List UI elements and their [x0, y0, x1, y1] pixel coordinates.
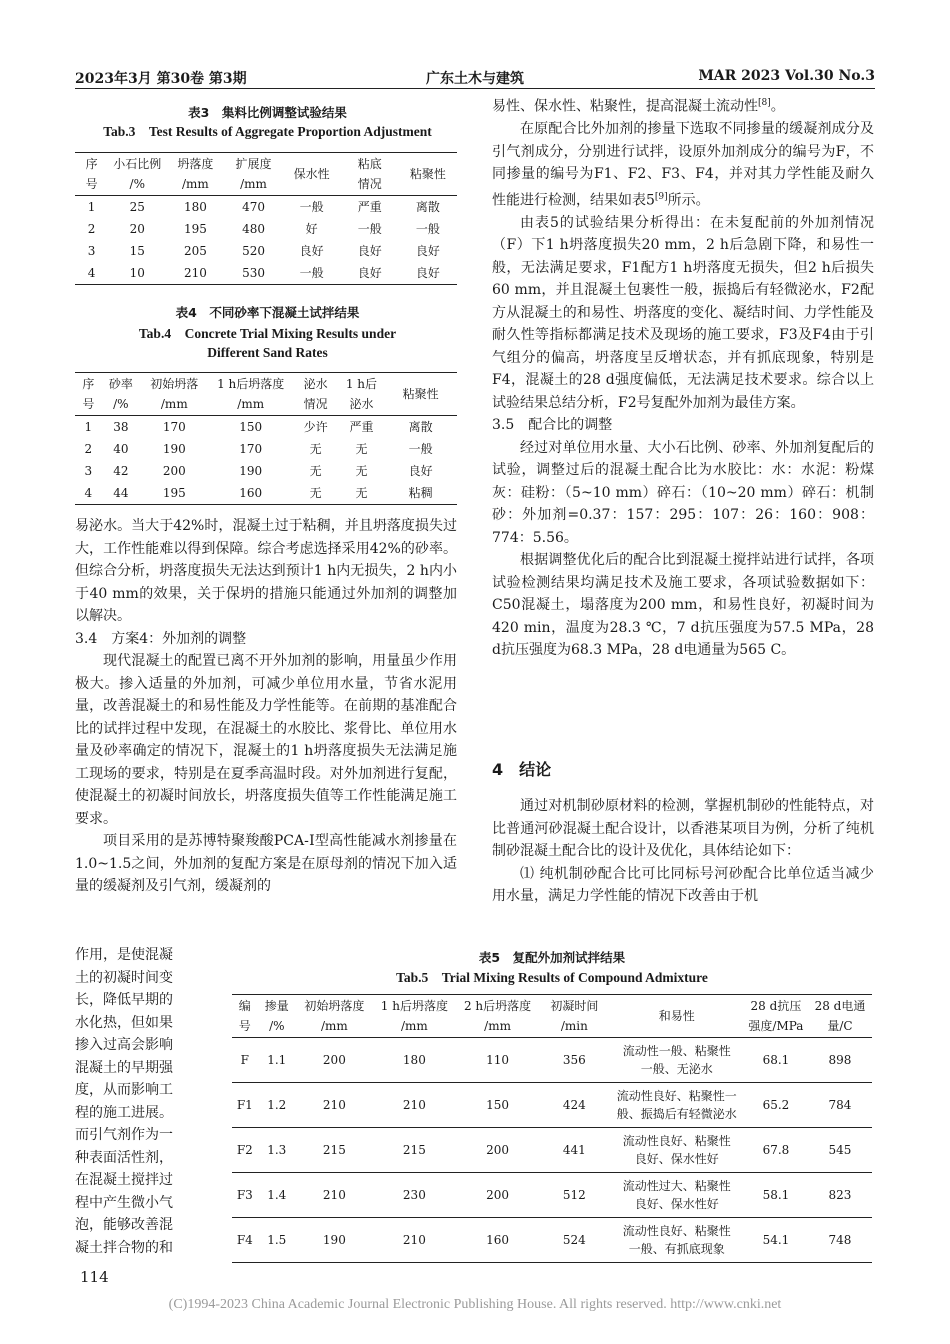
- table5-header-cell: 和易性: [610, 995, 744, 1038]
- left-column-body: [75, 515, 457, 898]
- table5-header-cell: 1 h后坍落度 /mm: [373, 995, 456, 1038]
- table5-header-row: [232, 995, 872, 1038]
- table4-header-cell: 初始坍落 /mm: [140, 373, 209, 416]
- table4-header-cell: 1 h后 泌水: [339, 373, 385, 416]
- table3-header-cell: 序 号: [75, 153, 108, 196]
- paragraph: ⑴ 纯机制砂配合比可比同标号河砂配合比单位适当减少用水量，满足力学性能的情况下改善由于机: [492, 865, 874, 904]
- table5-header-cell: 掺量 /%: [258, 995, 296, 1038]
- table-row: F3 1.4 210 230 200 512 流动性过大、粘聚性 良好、保水性好 58.1 823: [232, 1173, 872, 1218]
- paragraph: 经过对单位用水量、大小石比例、砂率、外加剂复配后的试验，调整过后的混凝土配合比为水胶比：水：水泥：粉煤灰：硅粉：（5~10 mm）碎石：（10~20 mm）碎石：机制砂：外加剂=0.37：157：295：107：26：160：908：774：5.56。: [492, 439, 874, 546]
- header-rule: [75, 88, 875, 89]
- wrap-line: 掺入过高会影响: [75, 1037, 173, 1053]
- table4-caption-en-line1: Tab.4 Concrete Trial Mixing Results under: [138, 326, 397, 341]
- narrow-wrap-column: [75, 944, 225, 1259]
- table5-header-cell: 编 号: [232, 995, 258, 1038]
- table-row: F 1.1 200 180 110 356 流动性一般、粘聚性 一般、无泌水 68.1 898: [232, 1038, 872, 1083]
- table-row: 4 10 210 530 一般 良好 良好: [87, 266, 440, 280]
- citation: [8]: [758, 98, 771, 108]
- table-row: 3 42 200 190 无 无 良好: [84, 464, 433, 478]
- wrap-line: 泡，能够改善混: [75, 1217, 173, 1233]
- paragraph: 现代混凝土的配置已离不开外加剂的影响，用量虽少作用极大。掺入适量的外加剂，可减少单位用水量，节省水泥用量，改善混凝土的和易性能及力学性能等。在前期的基准配合比的试拌过程中发现，在混凝土的水胶比、浆骨比、单位用水量及砂率确定的情况下，混凝土的1 h坍落度损失无法满足施工现场的要求，特别是在夏季高温时段。对外加剂进行复配，使混凝土的初凝时间放长，坍落度损失值等工作性能满足施工要求。: [75, 653, 457, 827]
- table3: [75, 152, 457, 285]
- paragraph: 在原配合比外加剂的掺量下选取不同掺量的缓凝剂成分及引气剂成分，分别进行试拌，设原外加剂成分的编号为F，不同掺量的编号为F1、F2、F3、F4，并对其力学性能及耐久性能进行检测，结果如表5[9]所示。: [492, 121, 874, 209]
- copyright-footer: (C)1994-2023 China Academic Journal Electronic Publishing House. All rights reserved. http://www.cnki.net: [168, 1297, 782, 1312]
- wrap-line: 程的施工进展。: [75, 1104, 173, 1121]
- paragraph: 项目采用的是苏博特聚羧酸PCA-Ⅰ型高性能减水剂掺量在1.0~1.5之间，外加剂的复配方案是在原母剂的情况下加入适量的缓凝剂及引气剂，缓凝剂的: [75, 833, 457, 894]
- wrap-line: 长，降低早期的: [75, 992, 173, 1008]
- running-header-center: 广东土木与建筑: [426, 71, 524, 87]
- wrap-line: 度，从而影响工: [75, 1082, 173, 1098]
- table4-header-cell: 砂率 /%: [102, 373, 140, 416]
- table-row: F2 1.3 215 215 200 441 流动性良好、粘聚性 良好、保水性好 67.8 545: [232, 1128, 872, 1173]
- section-heading-3-4: 3.4 方案4：外加剂的调整: [75, 630, 247, 647]
- table5-caption-cn: 表5 复配外加剂试拌结果: [478, 950, 626, 965]
- wrap-line: 而引气剂作为一: [75, 1127, 173, 1143]
- table3-header-cell: 扩展度 /mm: [224, 153, 282, 196]
- table3-caption-cn: 表3 集料比例调整试验结果: [188, 105, 347, 120]
- table4-caption-cn: 表4 不同砂率下混凝土试拌结果: [175, 305, 360, 320]
- wrap-line: 凝土拌合物的和: [75, 1239, 173, 1256]
- table-row: 3 15 205 520 良好 良好 良好: [87, 244, 440, 258]
- table4-header-cell: 序 号: [75, 373, 102, 416]
- right-column-body: [492, 92, 874, 662]
- table3-header-cell: 保水性: [283, 153, 341, 196]
- table3-header-cell: 小石比例 /%: [108, 153, 166, 196]
- table-row: 1 25 180 470 一般 严重 离散: [87, 200, 440, 214]
- paragraph: 易性、保水性、粘聚性，提高混凝土流动性[8]。: [492, 98, 785, 115]
- conclusion-body: [492, 795, 874, 908]
- table-row: 2 20 195 480 好 一般 一般: [87, 222, 440, 236]
- table-row: 1 38 170 150 少许 严重 离散: [84, 420, 433, 434]
- paragraph: 通过对机制砂原材料的检测，掌握机制砂的性能特点，对比普通河砂混凝土配合设计，以香港某项目为例，分析了纯机制砂混凝土配合比的设计及优化，具体结论如下：: [492, 798, 874, 859]
- table4-header-row: [75, 373, 457, 416]
- paragraph: 易泌水。当大于42%时，混凝土过于粘稠，并且坍落度损失过大，工作性能难以得到保障。综合考虑选择采用42%的砂率。但综合分析，坍落度损失无法达到预计1 h内无损失，2 h内小于40 mm的效果，关于保坍的措施只能通过外加剂的调整加以解决。: [75, 518, 457, 624]
- table5-header-cell: 2 h后坍落度 /mm: [456, 995, 539, 1038]
- table3-caption-en: Tab.3 Test Results of Aggregate Proportion Adjustment: [103, 124, 432, 139]
- page-number: 114: [80, 1268, 109, 1286]
- wrap-line: 程中产生微小气: [75, 1194, 173, 1211]
- table5: [232, 994, 872, 1263]
- table4-header-cell: 粘聚性: [384, 373, 457, 416]
- paragraph: 由表5的试验结果分析得出：在未复配前的外加剂情况（F）下1 h坍落度损失20 mm，2 h后急剧下降，和易性一般，无法满足要求，F1配方1 h坍落度无损失，但2 h后损失60 mm，并且混凝土包裹性一般，振捣后有轻微泌水，F2配方从混凝土的和易性、坍落度的变化、凝结时间、力学性能及耐久性等指标都满足技术及现场的施工要求，F3及F4由于引气组分的偏高，坍落度呈反增状态，并有抓底现象，特别是F4，混凝土的28 d强度偏低，无法满足技术要求。综合以上试验结果总结分析，F2号复配外加剂为最佳方案。: [492, 214, 874, 411]
- table-row: F4 1.5 190 210 160 524 流动性良好、粘聚性 一般、有抓底现象 54.1 748: [232, 1218, 872, 1263]
- table4-header-cell: 1 h后坍落度 /mm: [209, 373, 293, 416]
- table3-header-cell: 坍落度 /mm: [166, 153, 224, 196]
- table5-caption-en: Tab.5 Trial Mixing Results of Compound Admixture: [396, 970, 708, 985]
- table5-header-cell: 28 d抗压 强度/MPa: [744, 995, 808, 1038]
- paragraph: 根据调整优化后的配合比到混凝土搅拌站进行试拌，各项试验检测结果均满足技术及施工要求，各项试验数据如下：C50混凝土，塌落度为200 mm，和易性良好，初凝时间为420 min，温度为28.3 ℃，7 d抗压强度为57.5 MPa，28 d抗压强度为68.3 MPa，28 d电通量为565 C。: [492, 552, 874, 659]
- table4-caption-en-line2: Different Sand Rates: [207, 345, 328, 360]
- table3-header-cell: 粘聚性: [399, 153, 457, 196]
- table-row: 2 40 190 170 无 无 一般: [84, 442, 433, 456]
- wrap-line: 在混凝土搅拌过: [75, 1172, 173, 1188]
- table3-header-cell: 粘底 情况: [341, 153, 399, 196]
- table-row: 4 44 195 160 无 无 粘稠: [84, 486, 433, 500]
- wrap-line: 水化热，但如果: [75, 1014, 173, 1031]
- table5-header-cell: 初凝时间 /min: [539, 995, 609, 1038]
- table4-header-cell: 泌水 情况: [293, 373, 339, 416]
- wrap-line: 种表面活性剂，: [75, 1149, 173, 1166]
- wrap-line: 混凝土的早期强: [75, 1059, 173, 1076]
- citation: [9]: [654, 191, 668, 202]
- table-row: F1 1.2 210 210 150 424 流动性良好、粘聚性一 般、振捣后有轻微泌水 65.2 784: [232, 1083, 872, 1128]
- table5-header-cell: 初始坍落度 /mm: [296, 995, 373, 1038]
- running-header-right: MAR 2023 Vol.30 No.3: [698, 68, 875, 84]
- wrap-line: 土的初凝时间变: [75, 969, 173, 986]
- section-heading-4: 4 结论: [492, 760, 552, 779]
- section-heading-3-5: 3.5 配合比的调整: [492, 417, 613, 434]
- wrap-line: 作用，是使混凝: [75, 947, 173, 963]
- table3-header-row: [75, 153, 457, 196]
- table4: [75, 372, 457, 505]
- table5-header-cell: 28 d电通 量/C: [808, 995, 872, 1038]
- running-header-left: 2023年3月 第30卷 第3期: [75, 71, 247, 87]
